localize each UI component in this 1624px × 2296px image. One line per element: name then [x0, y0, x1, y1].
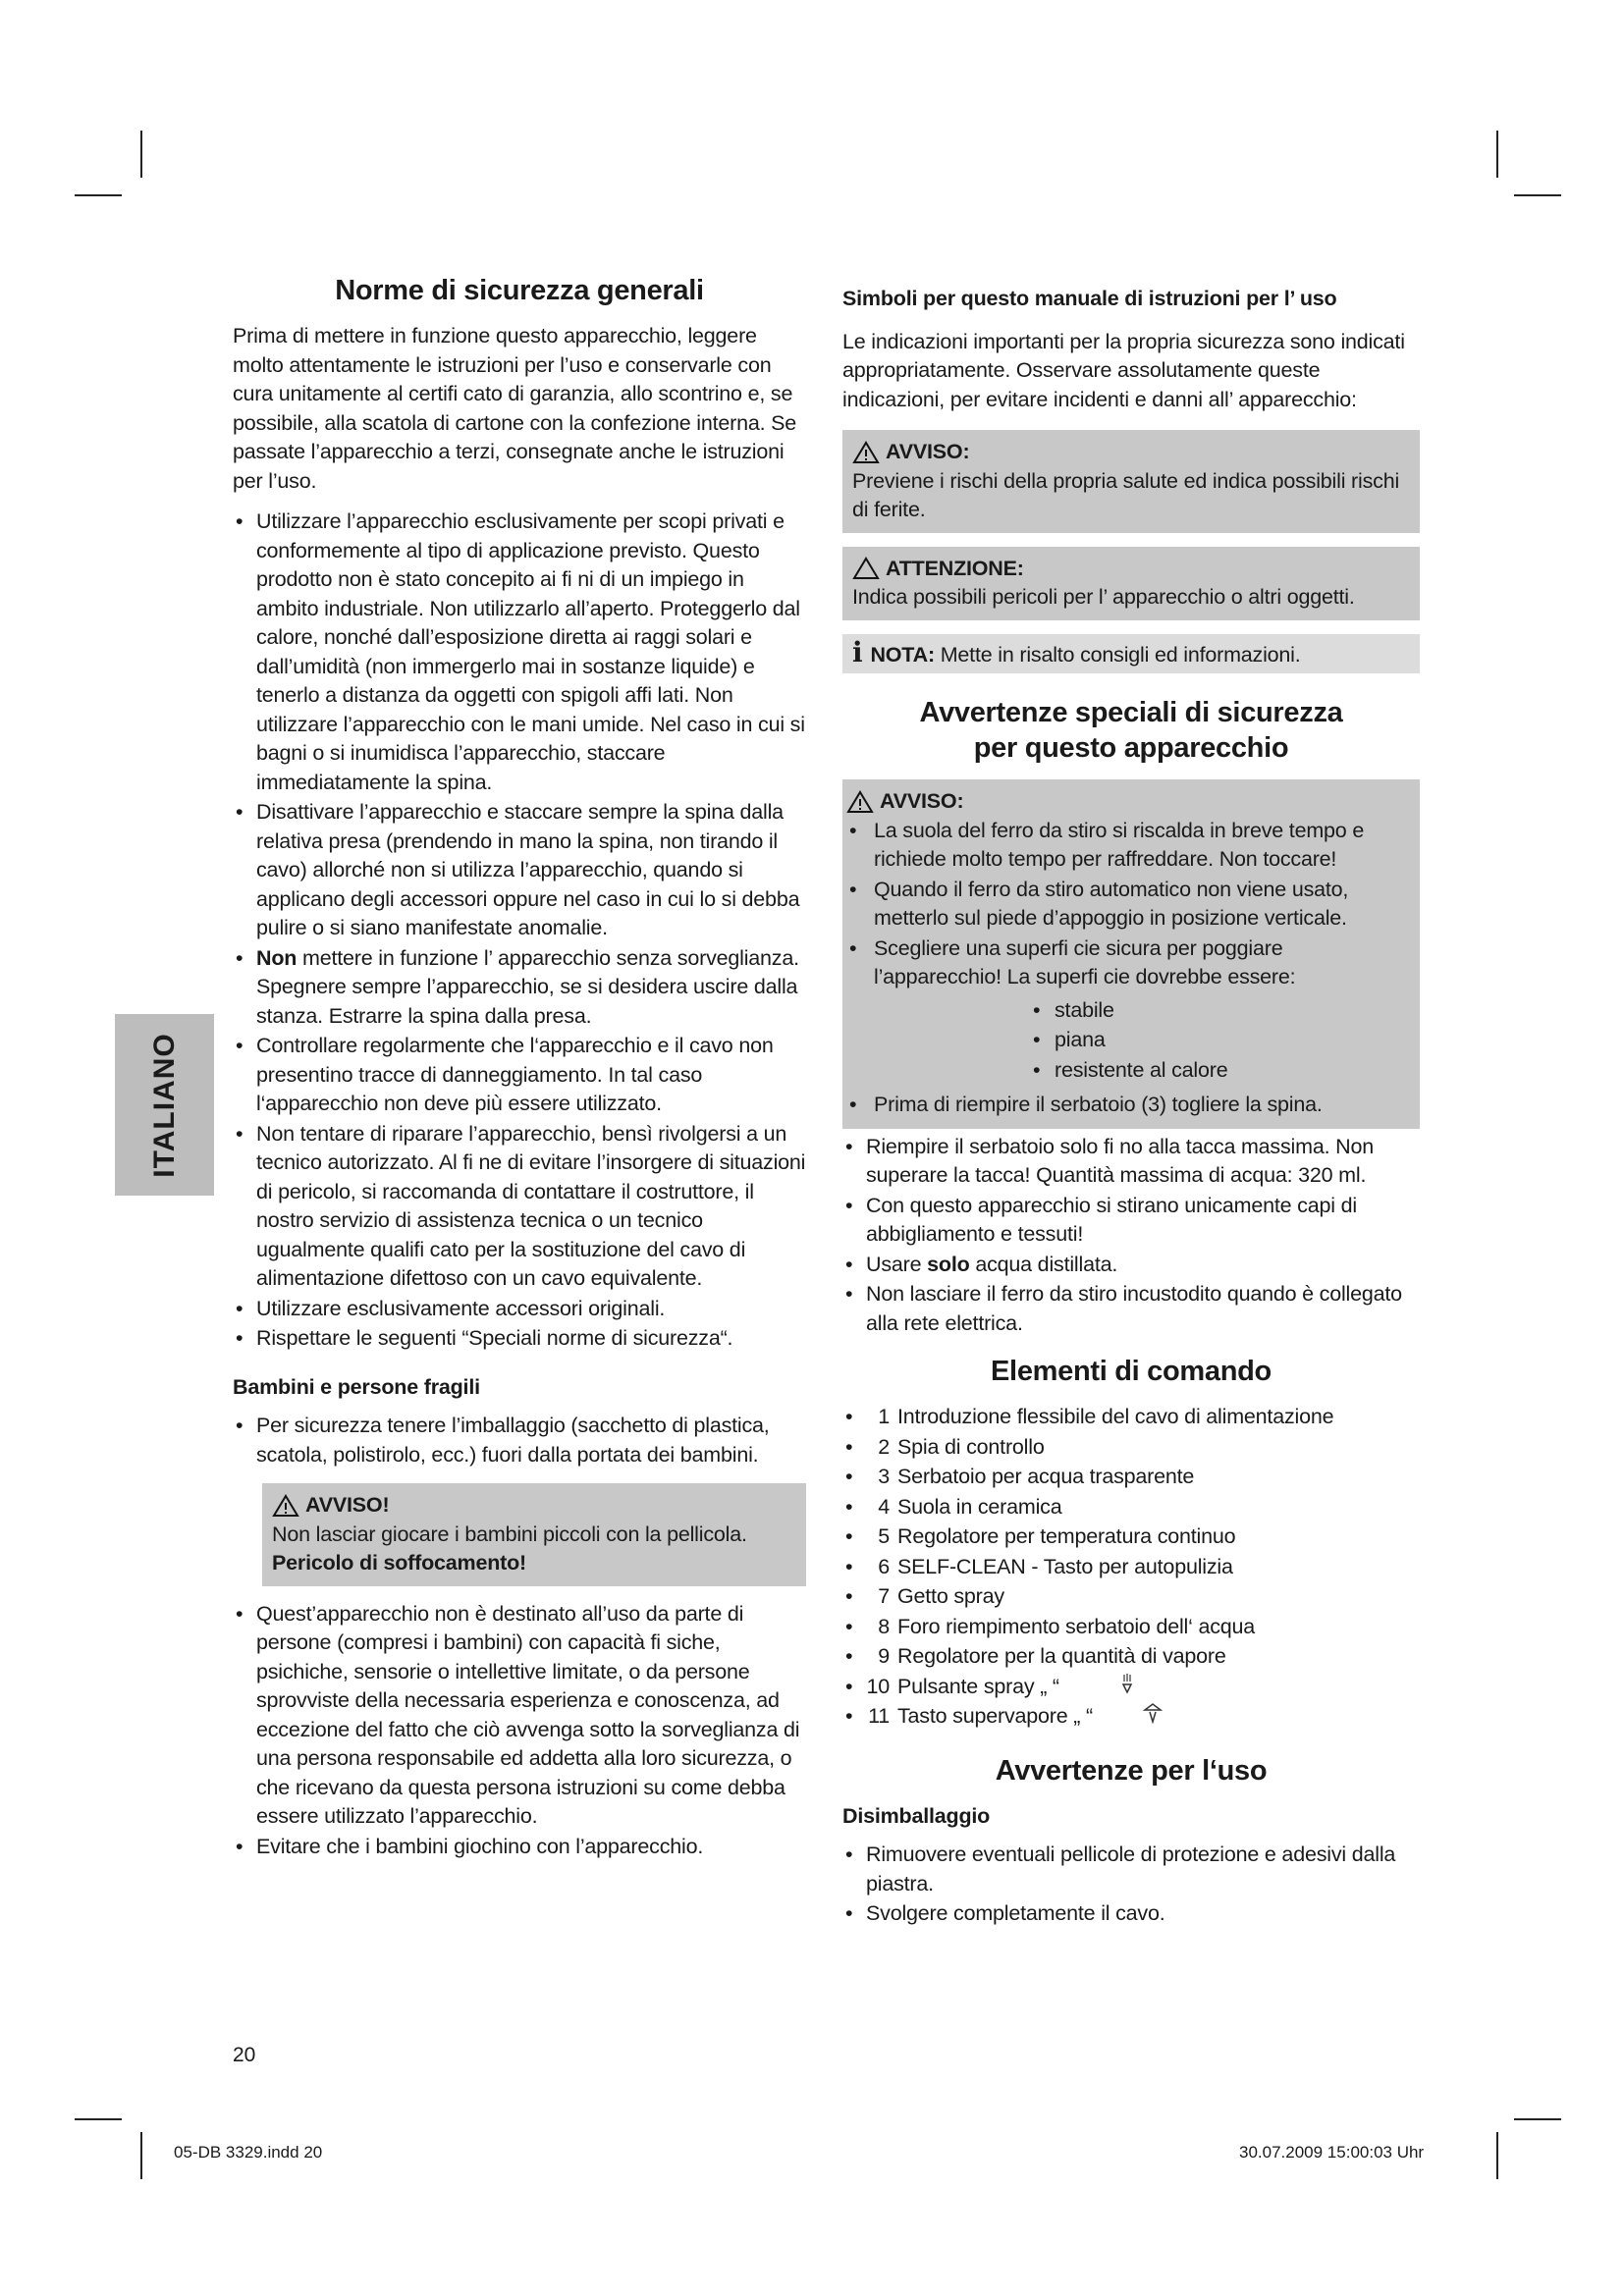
special-warning-head	[846, 787, 1408, 817]
warning-bold: Pericolo di soffocamento!	[272, 1551, 527, 1575]
crop-mark	[1496, 131, 1498, 178]
list-item: • Disattivare l’apparecchio e staccare sempre la spina dalla relativa presa (prendendo in mano la spina, non tirando il cavo) allorché non si utilizza l’apparecchio, quando si applicano degli accessori oppure nel caso in cui lo si debba pulire o si siano manifestate anomalie.	[233, 798, 806, 943]
children-list-2	[233, 1600, 806, 1862]
unpack-list	[842, 1841, 1420, 1929]
special-warning-list-2	[846, 1091, 1408, 1120]
surface-item: • resistente al calore	[846, 1056, 1408, 1086]
special-warning-list	[846, 817, 1408, 992]
surface-list	[846, 996, 1408, 1086]
element-item: • 4 Suola in ceramica	[842, 1493, 1420, 1522]
crop-mark	[1514, 194, 1561, 196]
footer-left: 05-DB 3329.indd 20	[174, 2143, 323, 2162]
elements-list	[842, 1403, 1420, 1732]
children-list	[233, 1412, 806, 1469]
element-item: • 8 Foro riempimento serbatoio dell‘ acqua	[842, 1613, 1420, 1642]
list-item	[842, 1251, 1420, 1280]
symbols-intro: Le indicazioni importanti per la propria sicurezza sono indicati appropriatamente. Osservare assolutamente queste indicazioni, per evitare incidenti e danni all’ apparecchio:	[842, 329, 1405, 411]
language-label: ITALIANO	[147, 1032, 181, 1178]
list-item: • Prima di riempire il serbatoio (3) togliere la spina.	[846, 1091, 1408, 1120]
surface-item: • stabile	[846, 996, 1408, 1026]
element-item: • 2 Spia di controllo	[842, 1433, 1420, 1463]
right-column	[842, 285, 1420, 1937]
element-item: • 3 Serbatoio per acqua trasparente	[842, 1463, 1420, 1492]
info-icon: i	[852, 635, 863, 668]
list-item: • Utilizzare l’apparecchio esclusivamente per scopi privati e conformemente al tipo di applicazione previsto. Questo prodotto non è stato concepito ai fi ni di un impiego in ambito industriale. Non utilizzarlo all’aperto. Proteggerlo dal calore, nonché dall’esposizione diretta ai raggi solari e dall’umidità (non immergerlo mai in sostanze liquide) e tenerlo a distanza da oggetti con spigoli affi lati. Non utilizzare l’apparecchio con le mani umide. Nel caso in cui si bagni o si inumidisca l’apparecchio, staccare immediatamente la spina.	[233, 507, 806, 797]
symbols-heading: Simboli per questo manuale di istruzioni per l’ uso	[842, 287, 1337, 310]
list-item: • Rimuovere eventuali pellicole di protezione e adesivi dalla piastra.	[842, 1841, 1420, 1898]
warning-text: Non lasciar giocare i bambini piccoli con la pellicola.	[272, 1522, 747, 1546]
list-item: • Scegliere una superfi cie sicura per poggiare l’apparecchio! La superfi cie dovrebbe essere:	[846, 934, 1408, 992]
list-item: • Evitare che i bambini giochino con l’apparecchio.	[233, 1833, 806, 1862]
usare-text: Usare	[866, 1252, 922, 1276]
warning-triangle-icon	[272, 1494, 299, 1518]
element-item: • 7 Getto spray	[842, 1582, 1420, 1612]
nota-box	[842, 634, 1420, 674]
element-item: • 5 Regolatore per temperatura continuo	[842, 1522, 1420, 1552]
footer-right: 30.07.2009 15:00:03 Uhr	[1239, 2143, 1425, 2162]
element-item: • 1 Introduzione flessibile del cavo di alimentazione	[842, 1403, 1420, 1432]
attenzione-head	[852, 555, 1408, 584]
list-item: • Non tentare di riparare l’apparecchio, bensì rivolgersi a un tecnico autorizzato. Al fi ne di evitare l’insorgere di situazioni di pericolo, si raccomanda di contattare il costruttore, il nostro servizio di assistenza tecnica o un tecnico ugualmente qualifi cato per la sostituzione del cavo di alimentazione difettoso con un cavo equivalente.	[233, 1120, 806, 1294]
avviso-head	[852, 438, 1408, 467]
special-warning-box	[842, 779, 1420, 1129]
list-item: • Quando il ferro da stiro automatico non viene usato, metterlo sul piede d’appoggio in posizione verticale.	[846, 876, 1408, 934]
crop-mark	[140, 2132, 142, 2179]
list-item: • Riempire il serbatoio solo fi no alla tacca massima. Non superare la tacca! Quantità massima di acqua: 320 ml.	[842, 1133, 1420, 1191]
special-title-line1: Avvertenze speciali di sicurezza	[919, 697, 1343, 728]
list-item: • Quest’apparecchio non è destinato all’uso da parte di persone (compresi i bambini) con capacità fi siche, psichiche, sensorie o intellettive limitate, o da persone sprovviste della necessaria esperienza e conoscenza, ad eccezione del fatto che ciò avvenga sotto la sorveglianza di una persona responsabile ed addetta alla loro sicurezza, o che ricevano da questa persona istruzioni su come debba essere utilizzato l’apparecchio.	[233, 1600, 806, 1832]
element-item: • 10 Pulsante spray „ “	[842, 1673, 1420, 1702]
special-title	[842, 695, 1420, 766]
surface-item: • piana	[846, 1026, 1408, 1055]
list-item: • Per sicurezza tenere l’imballaggio (sacchetto di plastica, scatola, polistirolo, ecc.) fuori dalla portata dei bambini.	[233, 1412, 806, 1469]
steam-boost-icon	[1142, 1702, 1164, 1724]
nota-text: Mette in risalto consigli ed informazioni.	[940, 642, 1301, 667]
list-item: • Con questo apparecchio si stirano unicamente capi di abbigliamento e tessuti!	[842, 1192, 1420, 1250]
usare-bold: solo	[927, 1252, 970, 1276]
crop-mark	[140, 131, 142, 178]
safety-intro: Prima di mettere in funzione questo apparecchio, leggere molto attentamente le istruzioni per l’uso e conservarle con cura unitamente al certifi cato di garanzia, allo scontrino e, se possibile, alla scatola di cartone con la confezione interna. Se passate l’apparecchio a terzi, consegnate anche le istruzioni per l’uso.	[233, 324, 797, 493]
safety-title: Norme di sicurezza generali	[335, 275, 704, 306]
list-item: • Rispettare le seguenti “Speciali norme di sicurezza“.	[233, 1324, 806, 1354]
element-item: • 6 SELF-CLEAN - Tasto per autopulizia	[842, 1553, 1420, 1582]
non-emphasis: Non	[256, 945, 298, 970]
elements-title: Elementi di comando	[991, 1356, 1272, 1387]
left-column	[233, 273, 806, 1869]
element-item: • 11 Tasto supervapore „ “	[842, 1702, 1420, 1732]
caution-triangle-icon	[852, 557, 880, 580]
attenzione-text: Indica possibili pericoli per l’ apparecchio o altri oggetti.	[852, 585, 1355, 609]
avviso-title: AVVISO:	[886, 440, 970, 463]
unpack-heading: Disimballaggio	[842, 1803, 991, 1828]
warning-triangle-icon	[852, 441, 880, 464]
crop-mark	[1496, 2132, 1498, 2179]
list-item	[233, 944, 806, 1032]
children-heading: Bambini e persone fragili	[233, 1374, 480, 1399]
list-item: • Controllare regolarmente che l‘apparecchio e il cavo non presentino tracce di danneggiamento. In tal caso l‘apparecchio non deve più essere utilizzato.	[233, 1032, 806, 1119]
attenzione-title: ATTENZIONE:	[886, 556, 1024, 580]
page-number: 20	[233, 2044, 256, 2066]
warning-triangle-icon	[846, 790, 874, 814]
special-title-line2: per questo apparecchio	[973, 732, 1289, 764]
list-item-text: mettere in funzione l’ apparecchio senza sorveglianza. Spegnere sempre l’apparecchio, se si desidera uscire dalla stanza. Estrarre la spina dalla presa.	[256, 945, 799, 1028]
list-item: • La suola del ferro da stiro si riscalda in breve tempo e richiede molto tempo per raffreddare. Non toccare!	[846, 817, 1408, 875]
avviso-text: Previene i rischi della propria salute ed indica possibili rischi di ferite.	[852, 468, 1400, 521]
list-item: • Svolgere completamente il cavo.	[842, 1899, 1420, 1929]
list-item: • Non lasciare il ferro da stiro incustodito quando è collegato alla rete elettrica.	[842, 1280, 1420, 1338]
crop-mark	[1514, 2118, 1561, 2120]
warning-box	[262, 1483, 806, 1586]
list-item: • Utilizzare esclusivamente accessori originali.	[233, 1295, 806, 1324]
attenzione-box	[842, 547, 1420, 620]
nota-title: NOTA:	[870, 642, 935, 667]
warning-title: AVVISO!	[305, 1493, 390, 1517]
avviso-box	[842, 430, 1420, 533]
usare-rest: acqua distillata.	[975, 1252, 1118, 1276]
warning-head	[272, 1491, 794, 1521]
safety-list	[233, 507, 806, 1354]
special-warning-title: AVVISO:	[880, 789, 964, 813]
language-tab	[115, 1014, 214, 1196]
spray-icon	[1118, 1673, 1136, 1694]
element-item: • 9 Regolatore per la quantità di vapore	[842, 1642, 1420, 1672]
crop-mark	[75, 194, 122, 196]
crop-mark	[75, 2118, 122, 2120]
usage-title: Avvertenze per l‘uso	[995, 1754, 1268, 1787]
special-list	[842, 1133, 1420, 1339]
